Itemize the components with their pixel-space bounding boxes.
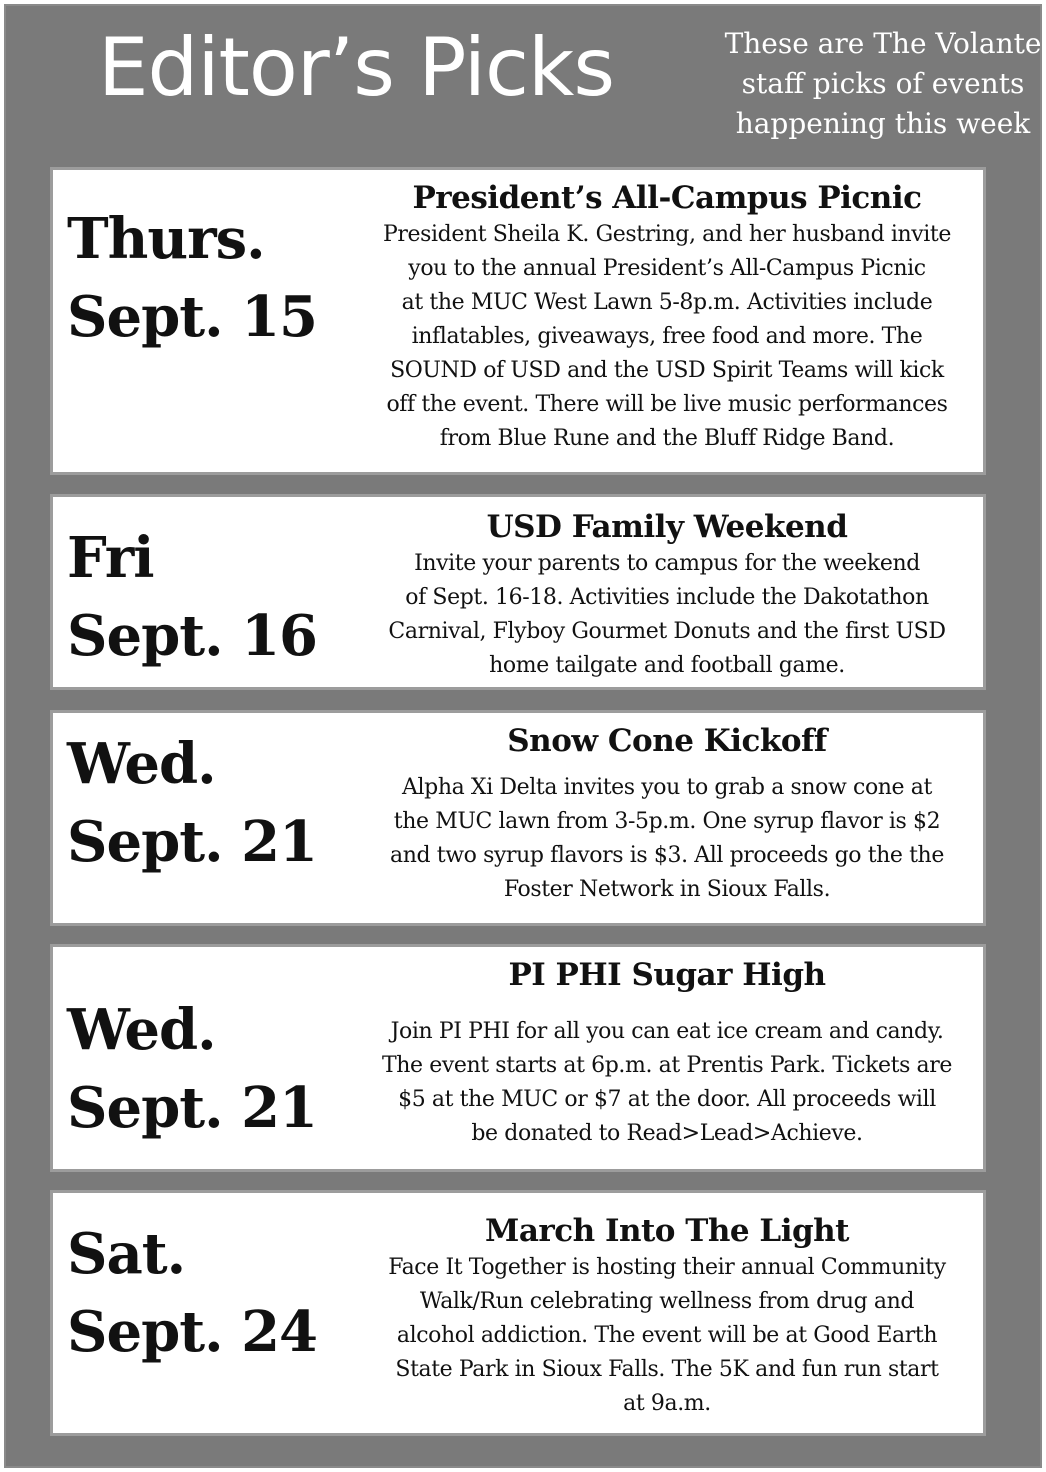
event-card-picnic bbox=[50, 167, 986, 475]
event-date bbox=[67, 1215, 317, 1371]
event-date bbox=[67, 725, 317, 881]
event-details bbox=[353, 1211, 981, 1421]
event-description: President Sheila K. Gestring, and her husband invite you to the annual President’s All-Campus Picnic at the MUC West Lawn 5-8p.m. Activities include inflatables, giveaways, free food and more. The SOUND of USD and the USD Spirit Teams will kick off the event. There will be live music performances from Blue Rune and the Bluff Ridge Band. bbox=[382, 222, 951, 451]
page-title: Editor’s Picks bbox=[98, 21, 614, 114]
event-title: March Into The Light bbox=[485, 1213, 849, 1249]
event-date-text: Sept. 16 bbox=[67, 603, 318, 669]
editors-picks-page bbox=[4, 4, 1042, 1468]
event-details bbox=[353, 721, 981, 907]
event-date bbox=[67, 200, 317, 356]
event-day: Sat. bbox=[67, 1221, 186, 1287]
event-day: Wed. bbox=[67, 731, 216, 797]
event-date-text: Sept. 21 bbox=[67, 809, 318, 875]
event-description: Join PI PHI for all you can eat ice cream and candy. The event starts at 6p.m. at Prentis Park. Tickets are $5 at the MUC or $7 at the door. All proceeds will be donated to Read>Lead>Achieve. bbox=[381, 1019, 953, 1146]
event-card-march-into-light bbox=[50, 1190, 986, 1436]
event-title: President’s All-Campus Picnic bbox=[412, 180, 922, 216]
event-title: PI PHI Sugar High bbox=[508, 957, 826, 993]
page-tagline: These are The Volante staff picks of events happening this week bbox=[724, 27, 1042, 140]
event-details bbox=[353, 955, 981, 1151]
event-date-text: Sept. 21 bbox=[67, 1075, 318, 1141]
event-date bbox=[67, 519, 317, 675]
event-description: Alpha Xi Delta invites you to grab a snow cone at the MUC lawn from 3-5p.m. One syrup flavor is $2 and two syrup flavors is $3. All proceeds go the the Foster Network in Sioux Falls. bbox=[390, 775, 944, 902]
event-description: Face It Together is hosting their annual Community Walk/Run celebrating wellness from drug and alcohol addiction. The event will be at Good Earth State Park in Sioux Falls. The 5K and fun run start at 9a.m. bbox=[388, 1255, 946, 1416]
event-card-snow-cone bbox=[50, 710, 986, 926]
event-title: USD Family Weekend bbox=[486, 509, 848, 545]
event-details bbox=[353, 507, 981, 683]
event-date-text: Sept. 24 bbox=[67, 1299, 318, 1365]
event-card-sugar-high bbox=[50, 944, 986, 1172]
event-card-family-weekend bbox=[50, 494, 986, 690]
event-details bbox=[353, 178, 981, 456]
event-title: Snow Cone Kickoff bbox=[507, 723, 827, 759]
event-date bbox=[67, 991, 317, 1147]
event-day: Fri bbox=[67, 525, 154, 591]
event-description: Invite your parents to campus for the weekend of Sept. 16-18. Activities include the Dakotathon Carnival, Flyboy Gourmet Donuts and the first USD home tailgate and football game. bbox=[388, 551, 946, 678]
event-date-text: Sept. 15 bbox=[67, 284, 318, 350]
event-day: Thurs. bbox=[67, 206, 265, 272]
event-day: Wed. bbox=[67, 997, 216, 1063]
